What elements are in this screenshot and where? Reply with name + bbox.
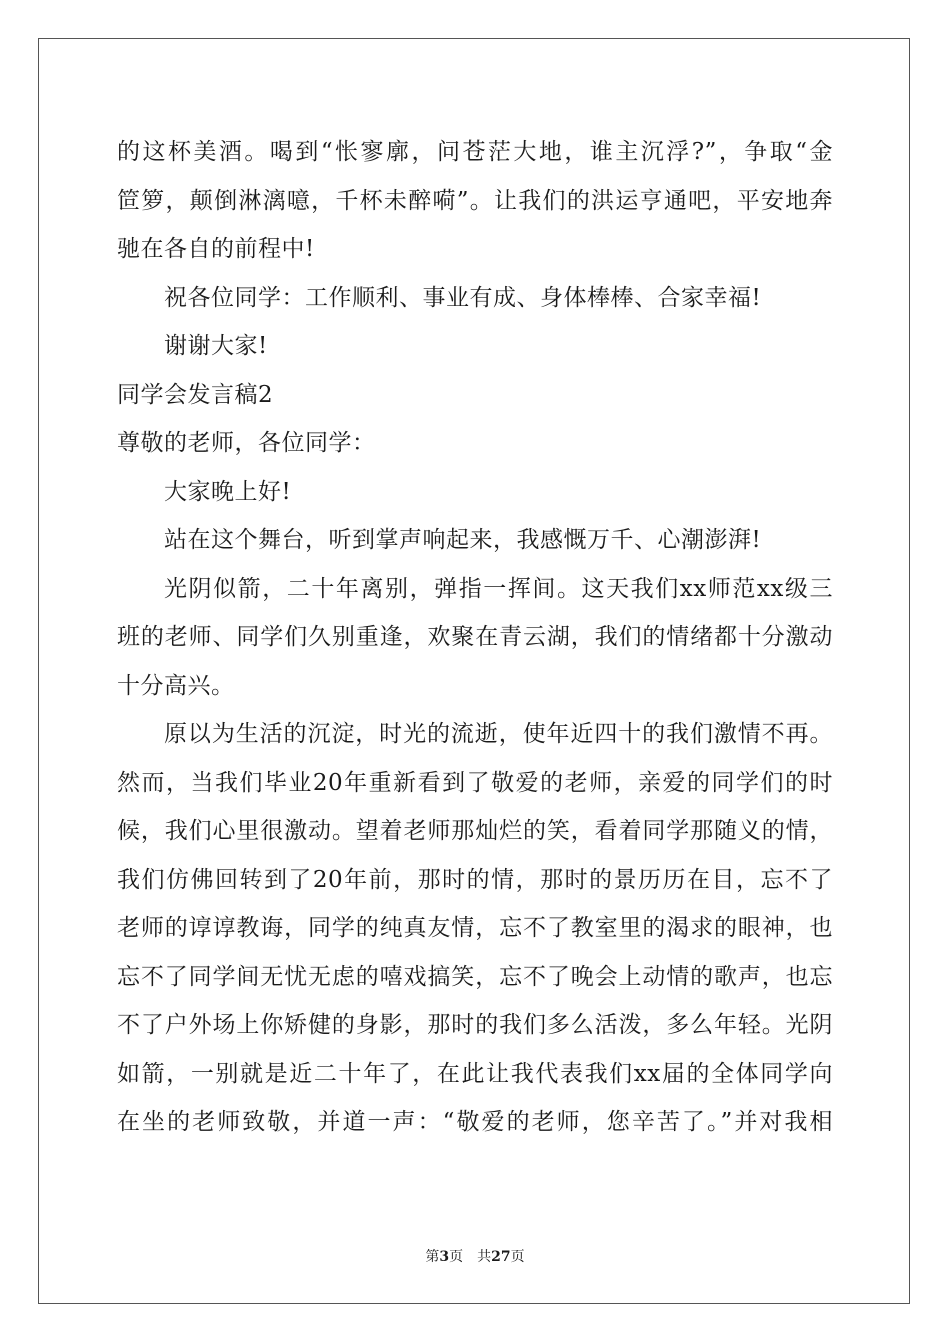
text-line: 班的老师、同学们久别重逢，欢聚在青云湖，我们的情绪都十分激动 [117, 624, 833, 650]
text-line: 不了户外场上你矫健的身影，那时的我们多么活泼，多么年轻。光阴 [117, 1012, 833, 1038]
text-line: 原以为生活的沉淀，时光的流逝，使年近四十的我们激情不再。 [164, 721, 833, 747]
salutation: 尊敬的老师，各位同学： [117, 430, 376, 456]
text-line: 老师的谆谆教诲，同学的纯真友情，忘不了教室里的渴求的眼神，也 [117, 915, 833, 941]
text-line: 谢谢大家! [164, 333, 268, 359]
total-pages: 27 [491, 1249, 511, 1265]
total-suffix: 页 [510, 1249, 525, 1265]
page-prefix: 第 [425, 1249, 440, 1265]
text-line: 的这杯美酒。喝到“怅寥廓，问苍茫大地，谁主沉浮?”，争取“金 [117, 139, 833, 165]
text-line: 然而，当我们毕业20年重新看到了敬爱的老师，亲爱的同学们的时 [117, 769, 833, 796]
text-line: 在坐的老师致敬，并道一声：“敬爱的老师，您辛苦了。”并对我相 [117, 1109, 833, 1135]
text-line: 祝各位同学：工作顺利、事业有成、身体棒棒、合家幸福! [164, 284, 762, 311]
text-line: 站在这个舞台，听到掌声响起来，我感慨万千、心潮澎湃! [164, 527, 762, 553]
section-title: 同学会发言稿2 [117, 381, 274, 408]
text-line: 笸箩，颠倒淋漓噫，千杯未醉嗬”。让我们的洪运亨通吧，平安地奔 [117, 187, 833, 214]
text-line: 我们仿佛回转到了20年前，那时的情，那时的景历历在目，忘不了 [117, 866, 833, 893]
document-body [117, 128, 833, 1147]
page-footer [0, 1246, 950, 1266]
page-number: 3 [439, 1249, 450, 1265]
page-suffix: 页 [449, 1249, 464, 1265]
text-line: 十分高兴。 [117, 672, 235, 699]
text-line: 驰在各自的前程中! [117, 236, 315, 262]
text-line: 如箭，一别就是近二十年了，在此让我代表我们xx届的全体同学向 [117, 1060, 833, 1087]
text-line: 忘不了同学间无忧无虑的嘻戏搞笑，忘不了晚会上动情的歌声，也忘 [117, 963, 833, 990]
total-prefix: 共 [477, 1249, 492, 1265]
text-line: 光阴似箭，二十年离别，弹指一挥间。这天我们xx师范xx级三 [164, 575, 833, 602]
text-line: 大家晚上好! [164, 478, 292, 505]
text-line: 候，我们心里很激动。望着老师那灿烂的笑，看着同学那随义的情， [117, 818, 833, 844]
